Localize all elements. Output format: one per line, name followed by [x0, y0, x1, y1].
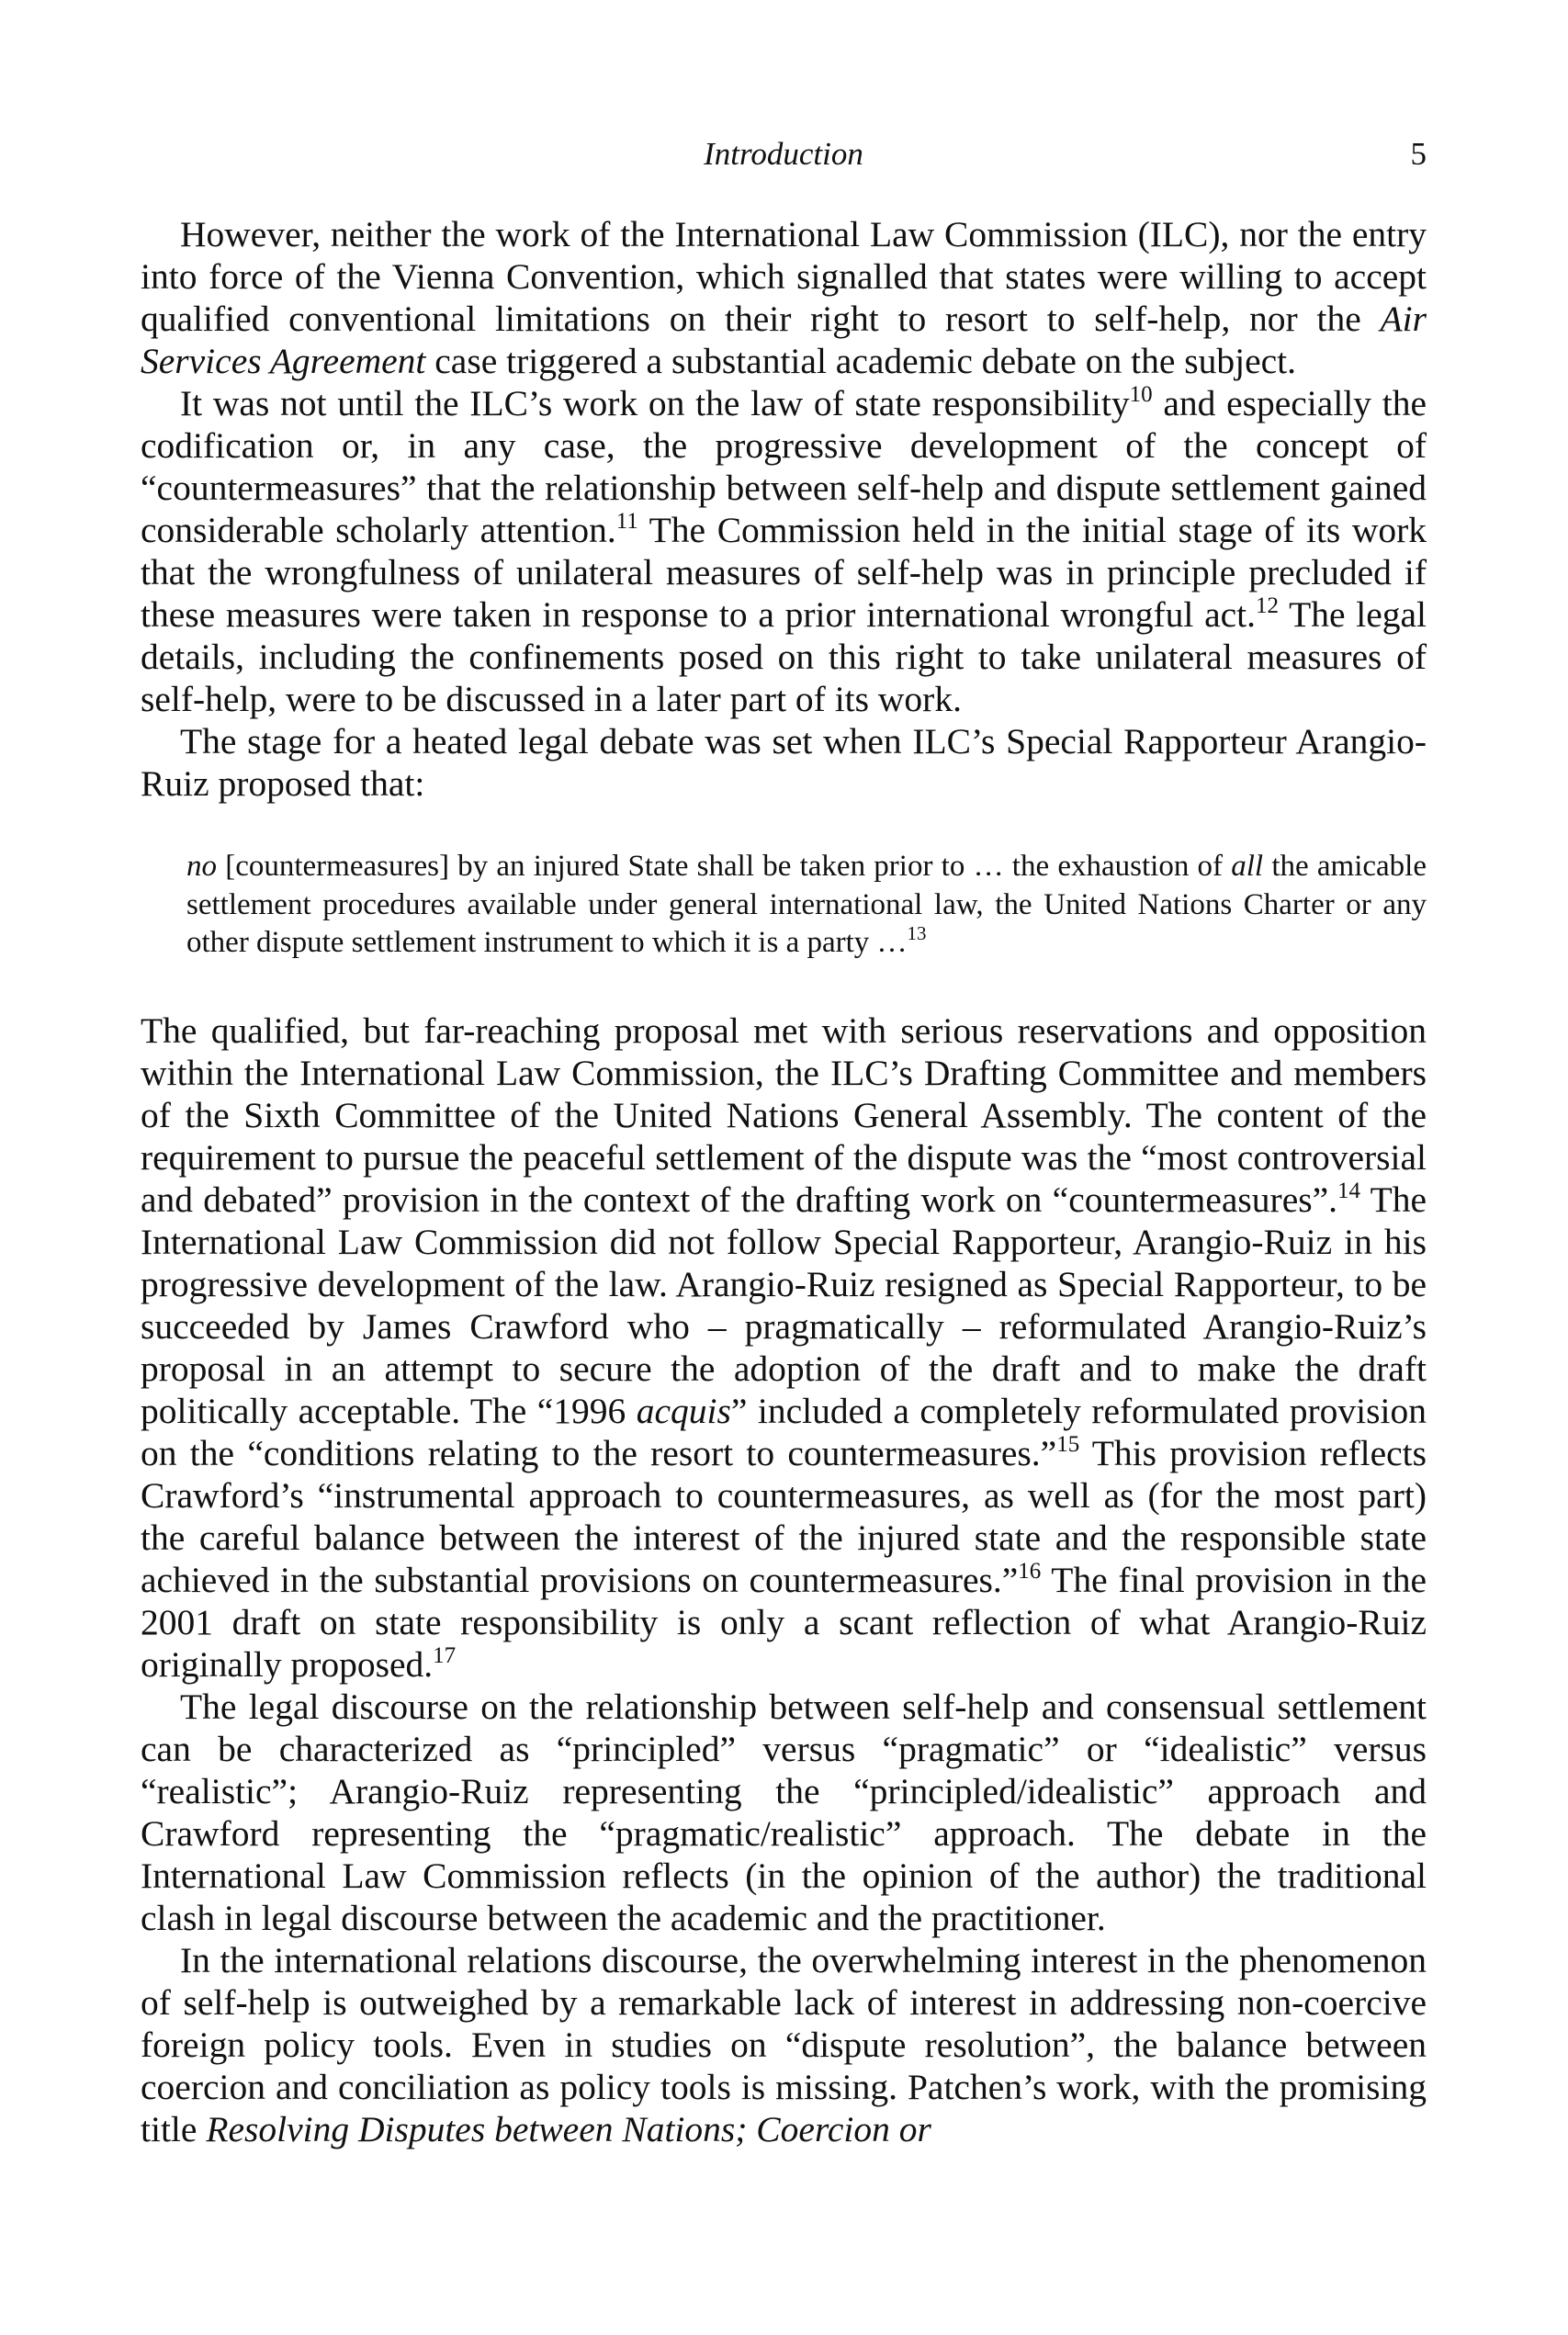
- text-run: the amicable settlement procedures available under general international law, the United Nations Charter or any other dispute settlement instrument to which it is a party …: [186, 850, 1427, 959]
- body-text: [141, 213, 1427, 2150]
- footnote-reference: 17: [433, 1642, 457, 1668]
- paragraph: [141, 1010, 1427, 1686]
- paragraph: [141, 1939, 1427, 2150]
- footnote-reference: 14: [1337, 1178, 1361, 1203]
- text-run: It was not until the ILC’s work on the law of state responsibility: [180, 383, 1130, 423]
- paragraph: [141, 720, 1427, 805]
- italic-text: no: [186, 850, 217, 883]
- footnote-reference: 11: [615, 509, 638, 534]
- italic-text: all: [1231, 850, 1264, 883]
- paragraph: [141, 1686, 1427, 1939]
- italic-text: acquis: [636, 1390, 731, 1431]
- footnote-reference: 15: [1056, 1431, 1080, 1457]
- running-header: [141, 134, 1427, 175]
- text-run: The final provision in the 2001 draft on state responsibility is only a scant reflection of what Arangio-Ruiz originally proposed.: [141, 1559, 1427, 1685]
- footnote-reference: 13: [907, 922, 927, 944]
- running-title: Introduction: [704, 136, 863, 172]
- text-run: case triggered a substantial academic debate on the subject.: [425, 341, 1296, 381]
- text-run: The Commission held in the initial stage of its work that the wrongfulness of unilateral measures of self-help was in principle precluded if these measures were taken in response to a prior international wrongful act.: [141, 510, 1427, 635]
- text-run: The International Law Commission did not follow Special Rapporteur, Arangio-Ruiz in his progressive development of the law. Arangio-Ruiz resigned as Special Rapporteur, to be succeeded by James Crawford who – pragmatically – reformulated Arangio-Ruiz’s proposal in an attempt to secure the adoption of the draft and to make the draft politically acceptable. The “1996: [141, 1179, 1427, 1431]
- footnote-reference: 16: [1018, 1558, 1042, 1584]
- block-quote: [186, 848, 1427, 963]
- text-run: The legal details, including the confinements posed on this right to take unilateral measures of self-help, were to be discussed in a later part of its work.: [141, 594, 1427, 719]
- text-run: The legal discourse on the relationship between self-help and consensual settlement can be characterized as “principled” versus “pragmatic” or “idealistic” versus “realistic”; Arangio-Ruiz representing the “principled/idealistic” approach and Crawford representing the “pragmatic/realistic” approach. The debate in the International Law Commission reflects (in the opinion of the author) the traditional clash in legal discourse between the academic and the practitioner.: [141, 1686, 1427, 1938]
- italic-text: Air Services Agreement: [141, 299, 1427, 381]
- italic-text: Resolving Disputes between Nations; Coercion or: [206, 2108, 931, 2149]
- text-run: The stage for a heated legal debate was set when ILC’s Special Rapporteur Arangio-Ruiz proposed that:: [141, 721, 1427, 804]
- paragraph: [141, 213, 1427, 382]
- text-run: and especially the codification or, in any case, the progressive development of the concept of “countermeasures” that the relationship between self-help and dispute settlement gained considerable scholarly attention.: [141, 383, 1427, 550]
- footnote-reference: 10: [1129, 382, 1153, 407]
- text-run: ” included a completely reformulated provision on the “conditions relating to the resort to countermeasures.”: [141, 1390, 1427, 1473]
- text-run: This provision reflects Crawford’s “instrumental approach to countermeasures, as well as (for the most part) the careful balance between the interest of the injured state and the responsible state achieved in the substantial provisions on countermeasures.”: [141, 1432, 1427, 1600]
- text-run: However, neither the work of the International Law Commission (ILC), nor the entry into force of the Vienna Convention, which signalled that states were willing to accept qualified conventional limitations on their right to resort to self-help, nor the: [141, 214, 1427, 339]
- text-run: [countermeasures] by an injured State shall be taken prior to … the exhaustion of: [217, 850, 1232, 883]
- page-number: 5: [1410, 136, 1427, 172]
- footnote-reference: 12: [1256, 593, 1280, 618]
- text-run: In the international relations discourse, the overwhelming interest in the phenomenon of self-help is outweighed by a remarkable lack of interest in addressing non-coercive foreign policy tools. Even in studies on “dispute resolution”, the balance between coercion and conciliation as policy tools is missing. Patchen’s work, with the promising title: [141, 1939, 1427, 2149]
- text-run: The qualified, but far-reaching proposal met with serious reservations and opposition within the International Law Commission, the ILC’s Drafting Committee and members of the Sixth Committee of the United Nations General Assembly. The content of the requirement to pursue the peaceful settlement of the dispute was the “most controversial and debated” provision in the context of the drafting work on “countermeasures”.: [141, 1010, 1427, 1220]
- paragraph: [141, 382, 1427, 720]
